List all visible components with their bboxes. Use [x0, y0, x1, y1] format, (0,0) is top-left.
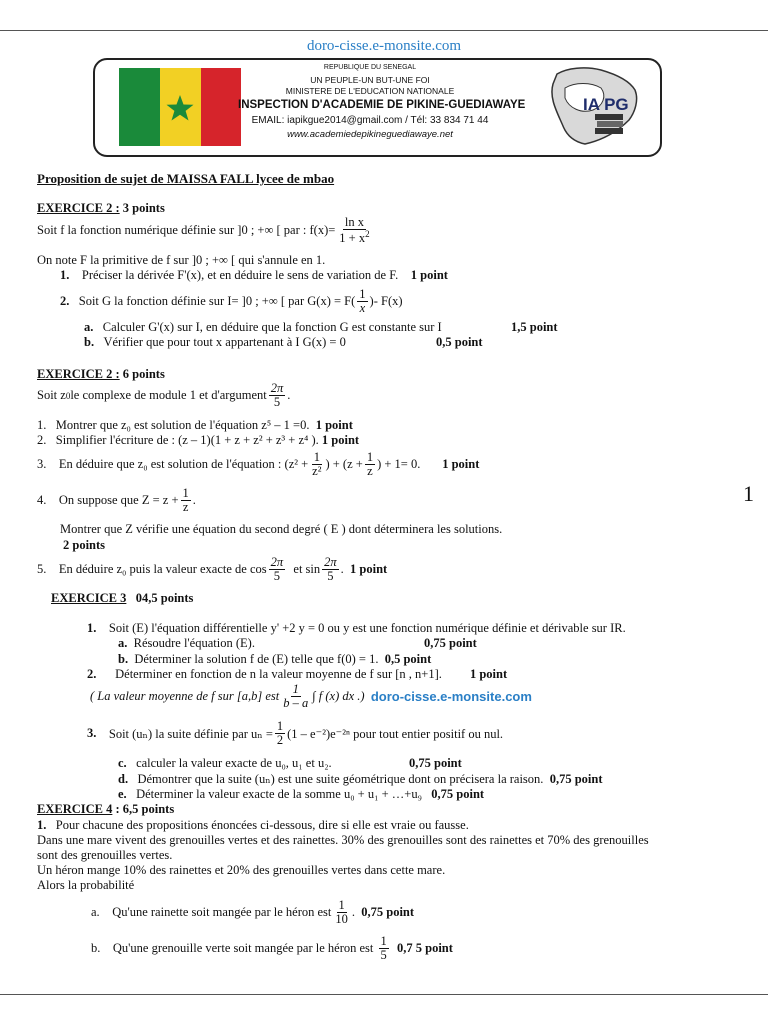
fraction — [181, 487, 191, 514]
inline-text: 2. — [60, 294, 70, 309]
iapg-logo-icon — [545, 66, 645, 148]
exercise-1-question-2 — [60, 288, 403, 315]
fraction — [322, 556, 339, 583]
fraction — [310, 451, 323, 478]
inline-text: Soit G la fonction définie sur I= ]0 ; +∞ [ par G(x) = F( — [78, 294, 356, 309]
fraction — [379, 935, 389, 962]
inline-text: 0,5 point — [384, 652, 432, 666]
inline-text: EXERCICE 2 : — [37, 367, 120, 381]
inline-text: Qu'une grenouille verte soit mangée par le héron est — [112, 941, 374, 956]
inline-text: Déterminer en fonction de n la valeur moyenne de f sur [n , n+1]. — [115, 667, 442, 681]
inline-text: Soit z — [37, 388, 66, 403]
exercise-3-question-3 — [87, 720, 503, 747]
document-title: Proposition de sujet de MAISSA FALL lycee de mbao — [37, 171, 335, 186]
inline-text: 1. — [37, 818, 47, 832]
exercise-1-intro-text: Soit f la fonction numérique définie sur ]0 ; +∞ [ par : f(x)= — [37, 223, 336, 238]
exercise-3-question-3d — [118, 771, 602, 787]
inline-text: Démontrer que la suite (uₙ) est une suite géométrique dont on précisera la raison. — [137, 772, 544, 786]
inline-text: Montrer que z₀ est solution de l'équation z⁵ – 1 =0. — [55, 418, 310, 432]
inline-text: a. — [91, 905, 100, 920]
inline-text: z² — [312, 464, 322, 479]
inline-text: 1 + x — [339, 231, 366, 246]
inline-text: Préciser la dérivée F'(x), et en déduire le sens de variation de F. — [81, 268, 399, 282]
inline-text: 10 — [335, 912, 348, 927]
inline-text: Déterminer la solution f de (E) telle que f(0) = 1. — [134, 652, 379, 666]
exercise-3-hint — [90, 683, 532, 710]
fraction — [333, 899, 350, 926]
inline-text: calculer la valeur exacte de u₀, u₁ et u₂. — [136, 756, 332, 770]
inline-text: a. — [84, 320, 94, 334]
inline-text: 5 — [273, 569, 280, 584]
exercise-4-paragraph-4: Alors la probabilité — [37, 878, 135, 892]
inline-text: 1 point — [321, 433, 360, 447]
inline-text: 4. — [37, 493, 47, 508]
exercise-4-question-b — [91, 935, 453, 962]
exercise-4-heading — [37, 802, 174, 817]
banner-line-republique: REPUBLIQUE DU SENEGAL — [323, 64, 417, 71]
banner-line-inspection: INSPECTION D'ACADEMIE DE PIKINE-GUEDIAWAYE — [238, 99, 526, 111]
exercise-1-intro — [37, 216, 374, 245]
inline-text: Qu'une rainette soit mangée par le héron est — [112, 905, 332, 920]
inline-text: 2π — [270, 381, 284, 395]
inline-text: Vérifier que pour tout x appartenant à I G(x) = 0 — [103, 335, 346, 349]
inline-text: 2. — [87, 667, 97, 681]
inline-text: 2 — [276, 733, 284, 748]
inline-text: EXERCICE 3 — [51, 591, 127, 605]
inline-text: e. — [118, 787, 127, 801]
inline-text: 1 — [276, 719, 284, 733]
inline-text: (1 – e⁻²)e⁻²ⁿ pour tout entier positif ou nul. — [287, 726, 504, 741]
inline-text: . — [287, 388, 291, 403]
inline-text: Calculer G'(x) sur I, en déduire que la fonction G est constante sur I — [102, 320, 442, 334]
inline-text: 1 point — [315, 418, 353, 432]
exercise-1-question-1 — [60, 268, 448, 283]
exercise-1-q1-points: 1 point — [410, 268, 448, 282]
inline-text: 1 point — [469, 667, 508, 681]
inline-text: 2π — [324, 555, 337, 569]
inline-text: 1. — [37, 418, 47, 432]
inline-text: 5 — [380, 948, 387, 963]
inline-text: c. — [118, 756, 127, 770]
inline-text: 1 — [380, 934, 387, 948]
inline-text: et sin — [293, 562, 321, 577]
inline-text: Déterminer la valeur exacte de la somme u₀ + u₁ + …+u₉ — [136, 787, 422, 801]
fraction — [269, 556, 286, 583]
inline-text: ) + 1= 0. — [377, 457, 421, 472]
inline-text: 2. — [37, 433, 47, 447]
inline-text: 1 — [338, 898, 345, 912]
inline-text: Soit (E) l'équation différentielle y' +2 y = 0 ou y est une fonction numérique définie et dérivable sur IR. — [108, 621, 626, 635]
inline-text: 1 — [366, 450, 374, 464]
inline-text: 3. — [37, 457, 47, 472]
exercise-3-question-1a — [118, 636, 255, 651]
exercise-2-question-3 — [37, 451, 479, 478]
f-denominator — [337, 230, 371, 245]
inline-text: En déduire que z₀ est solution de l'équation : (z² + — [58, 457, 309, 472]
inline-text: ( La valeur moyenne de f sur [a,b] est — [90, 689, 280, 704]
exercise-2-question-1 — [37, 418, 353, 433]
bottom-rule — [0, 994, 768, 995]
exercise-2-question-4 — [37, 487, 196, 514]
hint-website-link[interactable]: doro-cisse.e-monsite.com — [370, 689, 532, 705]
exercise-1-question-2a — [84, 320, 442, 335]
inline-text: b. — [91, 941, 101, 956]
f-numerator: ln x — [344, 215, 364, 229]
inline-text: ∫ f (x) dx .) — [312, 689, 365, 704]
inline-text: On suppose que Z = z + — [58, 493, 179, 508]
exercise-3-question-3c — [118, 756, 332, 771]
subscript: 0 — [65, 390, 71, 401]
banner-line-ministere: MINISTERE DE L'EDUCATION NATIONALE — [285, 86, 455, 96]
inline-text: . — [351, 905, 355, 920]
inline-text: z — [367, 464, 373, 479]
inline-text: Pour chacune des propositions énoncées ci-dessous, dire si elle est vraie ou fausse. — [55, 818, 469, 832]
inline-text: 5 — [273, 395, 281, 410]
inline-text: 1 point — [442, 457, 480, 472]
page-number: 1 — [743, 481, 754, 506]
inline-text: b. — [118, 652, 129, 666]
inline-text: x — [359, 301, 366, 316]
exercise-3-question-1 — [87, 621, 626, 636]
superscript: 2 — [365, 229, 370, 240]
exercise-1-points: 3 points — [122, 201, 165, 215]
inline-text: ) + (z + — [325, 457, 363, 472]
inline-text: . — [340, 562, 344, 577]
exercise-2-intro — [37, 382, 290, 409]
inline-text: 5 — [327, 569, 334, 584]
fraction — [281, 683, 310, 710]
exercise-1-note: On note F la primitive de f sur ]0 ; +∞ [ qui s'annule en 1. — [37, 253, 326, 267]
exercise-4-paragraph-2: sont des grenouilles vertes. — [37, 848, 173, 862]
inline-text: 1. — [60, 268, 70, 282]
inline-text: 1 — [359, 287, 366, 301]
inline-text: le complexe de module 1 et d'argument — [70, 388, 267, 403]
inline-text: 0,75 point — [549, 772, 603, 786]
inline-text: 1 point — [350, 562, 388, 577]
exercise-1-q2b-points: 0,5 point — [436, 335, 483, 349]
exercise-4-paragraph-3: Un héron mange 10% des rainettes et 20% des grenouilles vertes dans cette mare. — [37, 863, 446, 877]
inline-text: Soit (uₙ) la suite définie par uₙ = — [108, 726, 273, 741]
f-fraction — [337, 216, 371, 245]
banner-line-contact: EMAIL: iapikgue2014@gmail.com / Tél: 33 834 71 44 — [251, 115, 489, 126]
banner-line-website: www.academiedepikineguediawaye.net — [287, 129, 453, 140]
inline-text: Simplifier l'écriture de : (z – 1)(1 + z + z² + z³ + z⁴ ). — [55, 433, 319, 447]
exercise-2-question-5 — [37, 556, 387, 583]
exercise-1-heading — [37, 201, 165, 216]
exercise-3-question-1b — [118, 652, 431, 667]
exercise-2-question-4-text: Montrer que Z vérifie une équation du second degré ( E ) dont déterminera les solutions. — [60, 522, 503, 536]
exercise-2-q4-points: 2 points — [63, 538, 106, 552]
fraction — [275, 720, 285, 747]
exercise-4-paragraph-1: Dans une mare vivent des grenouilles vertes et des rainettes. 30% des grenouilles sont des rainettes et 70% des grenouilles — [37, 833, 649, 847]
exercise-3-question-2 — [87, 667, 507, 682]
inline-text: . — [192, 493, 196, 508]
fraction — [365, 451, 375, 478]
inline-text: z — [182, 500, 189, 515]
top-rule — [0, 30, 768, 31]
senegal-flag-icon — [119, 68, 241, 146]
inline-text: a. — [118, 636, 128, 650]
inline-text: 1. — [87, 621, 97, 635]
inline-text: 1 — [313, 450, 320, 464]
inline-text: 0,75 point — [361, 905, 415, 920]
inline-text: En déduire z₀ puis la valeur exacte de cos — [58, 562, 267, 577]
exercise-1-q2a-points: 1,5 point — [511, 320, 558, 334]
iapg-logo-text: IA PG — [583, 95, 629, 114]
inline-text: 5. — [37, 562, 47, 577]
banner-line-motto: UN PEUPLE-UN BUT-UNE FOI — [310, 75, 430, 85]
exercise-3-q3c-points: 0,75 point — [409, 756, 462, 770]
inline-text: 1 — [292, 682, 299, 696]
inline-text: EXERCICE 4 — [37, 802, 113, 816]
inline-text: Résoudre l'équation (E). — [133, 636, 255, 650]
exercise-2-question-2 — [37, 433, 359, 448]
exercise-2-heading — [37, 367, 165, 382]
exercise-3-heading — [51, 591, 193, 606]
inline-text: b – a — [283, 696, 309, 711]
exercise-4-points: : 6,5 points — [115, 802, 175, 816]
inline-text: b. — [84, 335, 95, 349]
exercise-1-question-2b — [84, 335, 346, 350]
exercise-4-question-1 — [37, 818, 469, 833]
inline-text: 2π — [270, 555, 284, 569]
exercise-4-question-a — [91, 899, 414, 926]
argument-fraction — [269, 382, 286, 409]
header-website-link[interactable]: doro-cisse.e-monsite.com — [306, 38, 462, 54]
exercise-1-title: EXERCICE 2 : — [37, 201, 120, 215]
g-fraction — [357, 288, 367, 315]
inline-text: 0,7 5 point — [397, 941, 453, 956]
exercise-3-points: 04,5 points — [135, 591, 194, 605]
institution-banner — [93, 58, 662, 157]
inline-text: d. — [118, 772, 129, 786]
exercise-2-points: 6 points — [122, 367, 165, 381]
exercise-3-question-3e — [118, 787, 484, 802]
exercise-3-q1a-points: 0,75 point — [424, 636, 477, 650]
inline-text: 1 — [182, 486, 189, 500]
inline-text: 0,75 point — [431, 787, 485, 801]
inline-text: 3. — [87, 726, 97, 741]
inline-text: )- F(x) — [369, 294, 403, 309]
